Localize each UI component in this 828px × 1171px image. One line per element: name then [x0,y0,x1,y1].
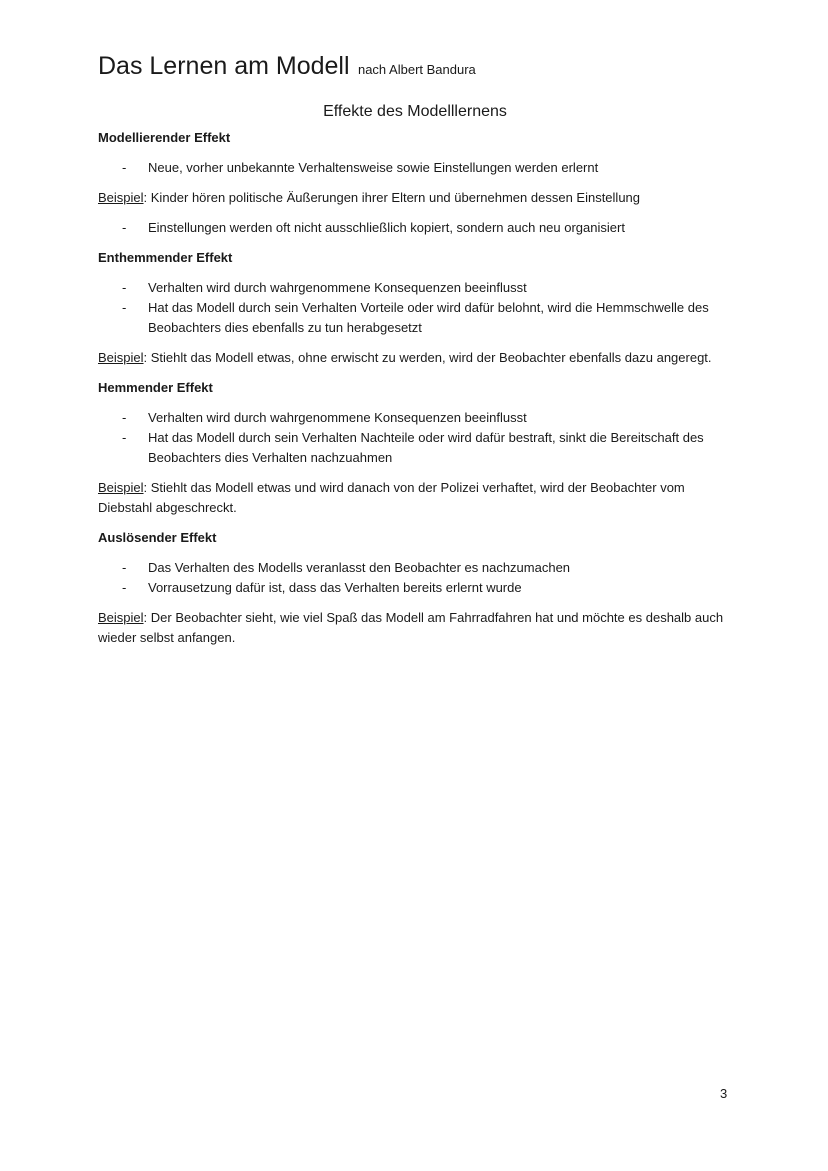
heading-ausloesender-effekt: Auslösender Effekt [98,530,217,545]
bullet-list [98,158,732,178]
example-label: Beispiel [98,610,144,625]
list-item: - Hat das Modell durch sein Verhalten Vorteile oder wird dafür belohnt, wird die Hemmschwelle des Beobachters dies ebenfalls zu tun herabgesetzt [122,300,709,335]
heading-hemmender-effekt: Hemmender Effekt [98,380,213,395]
bullet-dash: - [122,410,127,425]
example-paragraph: Beispiel: Stiehlt das Modell etwas, ohne erwischt zu werden, wird der Beobachter ebenfalls dazu angeregt. [98,350,712,365]
bullet-dash: - [122,430,127,445]
title-subtitle: nach Albert Bandura [357,62,476,77]
example-label: Beispiel [98,190,144,205]
document-body [98,128,732,658]
bullet-dash: - [122,280,127,295]
list-item: - Hat das Modell durch sein Verhalten Nachteile oder wird dafür bestraft, sinkt die Bereitschaft des Beobachters dies Verhalten nachzuahmen [122,430,704,465]
list-item: - Verhalten wird durch wahrgenommene Konsequenzen beeinflusst [98,278,732,298]
document-title [98,52,476,81]
bullet-list [98,278,732,338]
bullet-list [98,558,732,598]
bullet-dash: - [122,580,127,595]
list-item: - Das Verhalten des Modells veranlasst den Beobachter es nachzumachen [98,558,732,578]
section-title: Effekte des Modelllernens [323,103,507,120]
title-main: Das Lernen am Modell [98,52,350,80]
bullet-dash: - [122,160,127,175]
example-label: Beispiel [98,480,144,495]
example-paragraph: Beispiel: Stiehlt das Modell etwas und wird danach von der Polizei verhaftet, wird der Beobachter vom Diebstahl abgeschreckt. [98,480,685,515]
example-paragraph: Beispiel: Kinder hören politische Äußerungen ihrer Eltern und übernehmen dessen Einstellung [98,190,641,205]
bullet-dash: - [122,220,127,235]
heading-enthemmender-effekt: Enthemmender Effekt [98,250,233,265]
list-item: - Vorrausetzung dafür ist, dass das Verhalten bereits erlernt wurde [98,578,732,598]
bullet-dash: - [122,300,127,315]
page-number: 3 [720,1086,728,1101]
example-paragraph: Beispiel: Der Beobachter sieht, wie viel Spaß das Modell am Fahrradfahren hat und möchte es deshalb auch wieder selbst anfangen. [98,610,724,645]
bullet-dash: - [122,560,127,575]
bullet-list [98,408,732,468]
list-item: - Verhalten wird durch wahrgenommene Konsequenzen beeinflusst [98,408,732,428]
bullet-list [98,218,732,238]
list-item: - Neue, vorher unbekannte Verhaltensweise sowie Einstellungen werden erlernt [98,158,732,178]
example-label: Beispiel [98,350,144,365]
heading-modellierender-effekt: Modellierender Effekt [98,130,231,145]
list-item: - Einstellungen werden oft nicht ausschließlich kopiert, sondern auch neu organisiert [98,218,732,238]
